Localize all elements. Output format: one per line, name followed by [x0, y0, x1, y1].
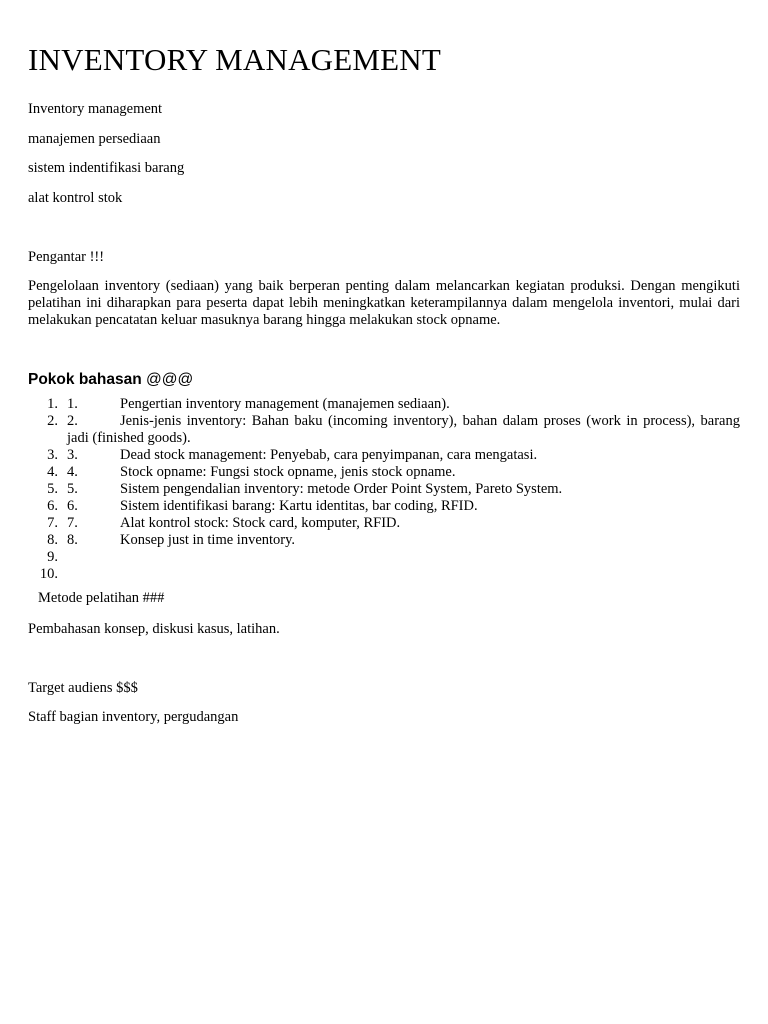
list-item-text: Stock opname: Fungsi stock opname, jenis stock opname. — [120, 464, 456, 480]
list-item — [28, 498, 740, 515]
list-number: 6. — [47, 498, 58, 514]
list-item — [28, 566, 740, 583]
list-number: 5. — [47, 481, 58, 497]
list-number: 7. — [47, 515, 58, 531]
keyword-line: Inventory management — [28, 101, 163, 117]
list-inner-number: 8. — [67, 532, 78, 548]
document-title: INVENTORY MANAGEMENT — [28, 42, 442, 77]
method-heading: Metode pelatihan ### — [38, 590, 165, 606]
intro-heading: Pengantar !!! — [28, 249, 105, 265]
list-item — [28, 515, 740, 532]
list-item — [28, 447, 740, 464]
list-item-text: Sistem identifikasi barang: Kartu identitas, bar coding, RFID. — [120, 498, 478, 514]
list-number: 8. — [47, 532, 58, 548]
topics-heading-bold: Pokok bahasan — [28, 371, 142, 388]
list-item-text: Jenis-jenis inventory: Bahan baku (incoming inventory), bahan dalam proses (work in process), barang jadi (finished goods). — [67, 413, 740, 446]
topics-heading — [28, 370, 193, 390]
list-number: 9. — [47, 549, 58, 565]
list-inner-number: 4. — [67, 464, 78, 480]
keyword-line: manajemen persediaan — [28, 131, 161, 147]
list-item — [28, 413, 740, 447]
target-heading: Target audiens $$$ — [28, 680, 138, 696]
list-number: 10. — [39, 566, 58, 582]
list-item — [28, 481, 740, 498]
topics-list — [28, 396, 740, 583]
list-number: 2. — [47, 413, 58, 429]
method-text: Pembahasan konsep, diskusi kasus, latihan. — [28, 621, 280, 637]
list-inner-number: 5. — [67, 481, 78, 497]
list-item — [28, 549, 740, 566]
keyword-line: alat kontrol stok — [28, 190, 123, 206]
list-inner-number: 3. — [67, 447, 78, 463]
list-inner-number: 1. — [67, 396, 78, 412]
list-item — [28, 396, 740, 413]
list-number: 1. — [47, 396, 58, 412]
target-text: Staff bagian inventory, pergudangan — [28, 709, 239, 725]
list-item-text: Alat kontrol stock: Stock card, komputer, RFID. — [120, 515, 401, 531]
list-item-text: Sistem pengendalian inventory: metode Order Point System, Pareto System. — [120, 481, 563, 497]
list-number: 4. — [47, 464, 58, 480]
list-item-text: Dead stock management: Penyebab, cara penyimpanan, cara mengatasi. — [120, 447, 538, 463]
list-number: 3. — [47, 447, 58, 463]
list-item-text: Konsep just in time inventory. — [120, 532, 296, 548]
list-inner-number: 7. — [67, 515, 78, 531]
list-item — [28, 532, 740, 549]
list-inner-number: 6. — [67, 498, 78, 514]
intro-paragraph: Pengelolaan inventory (sediaan) yang baik berperan penting dalam melancarkan kegiatan produksi. Dengan mengikuti pelatihan ini diharapkan para peserta dapat lebih meningkatkan keterampilannya dalam mengelola inventori, mulai dari melakukan pencatatan keluar masuknya barang hingga melakukan stock opname. — [28, 278, 740, 328]
list-item-text: Pengertian inventory management (manajemen sediaan). — [120, 396, 450, 412]
keyword-line: sistem indentifikasi barang — [28, 160, 185, 176]
list-item — [28, 464, 740, 481]
list-inner-number: 2. — [67, 413, 78, 429]
topics-heading-rest: @@@ — [141, 371, 194, 388]
